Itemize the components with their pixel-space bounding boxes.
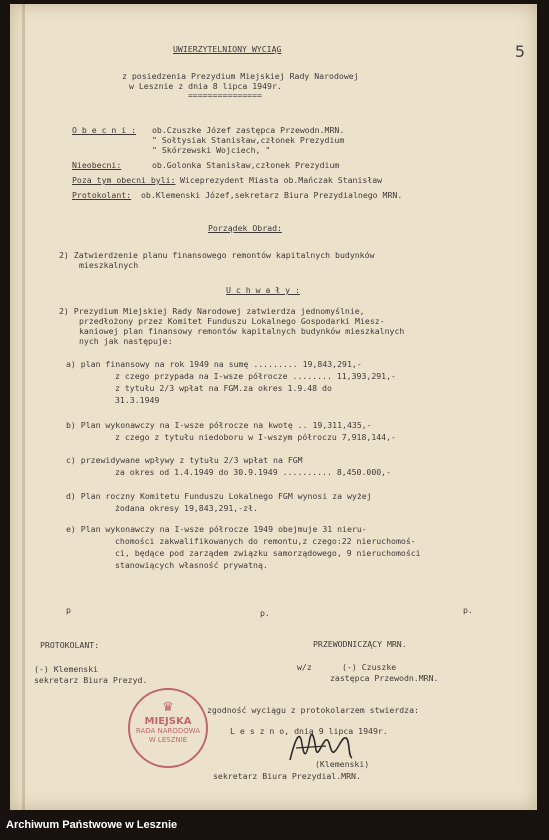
eagle-emblem-icon: ♛ <box>163 696 173 715</box>
resolution-intro-1: 2) Prezydium Miejskiej Rady Narodowej zatwierdza jednomyślnie, <box>59 306 365 316</box>
item-d-line-1: d) Plan roczny Komitetu Funduszu Lokalnego FGM wynosi za wyżej <box>66 491 372 501</box>
certification-line: zgodność wyciągu z protokolarzem stwierdza: <box>207 705 419 715</box>
stamp-line-3: W LESZNIE <box>148 736 188 744</box>
chairman-title: zastępca Przewodn.MRN. <box>330 673 439 683</box>
item-b-line-2: z czego z tytułu niedoboru w I-wszym półroczu 7,918,144,- <box>115 432 396 442</box>
chairman-wz: w/z <box>297 662 312 672</box>
present-label: O b e c n i : <box>72 125 137 135</box>
also-present-label: Poza tym obecni byli: <box>72 175 176 185</box>
present-2: " Sołtysiak Stanisław,członek Prezydium <box>152 135 345 145</box>
agenda-heading: Porządek Obrad: <box>208 223 282 233</box>
item-a-line-4: 31.3.1949 <box>115 395 160 405</box>
resolution-intro-3: kaniowej plan finansowy remontów kapitalnych budynków mieszkalnych <box>79 326 405 336</box>
official-stamp <box>128 688 208 768</box>
absent-label: Nieobecni: <box>72 160 122 170</box>
present-3: " Skórzewski Wojciech, " <box>152 145 271 155</box>
mark-p-middle: p. <box>260 608 270 618</box>
mark-p-left: p <box>66 605 71 615</box>
resolutions-heading: U c h w a ł y : <box>226 285 300 295</box>
item-e-line-4: stanowiących własność prywatną. <box>115 560 268 570</box>
item-b-line-1: b) Plan wykonawczy na I-wsze półrocze na kwotę .. 19,311,435,- <box>66 420 372 430</box>
item-a-line-1: a) plan finansowy na rok 1949 na sumę ......... 19,843,291,- <box>66 359 362 369</box>
header-line-1: z posiedzenia Prezydium Miejskiej Rady Narodowej <box>122 71 359 81</box>
archive-footer: Archiwum Państwowe w Lesznie <box>0 810 549 840</box>
secretary-label: Protokolant: <box>72 190 132 200</box>
item-e-line-1: e) Plan wykonawczy na I-wsze półrocze 1949 obejmuje 31 nieru- <box>66 524 367 534</box>
present-1: ob.Czuszke Józef zastępca Przewodn.MRN. <box>152 125 345 135</box>
secretary-title: sekretarz Biura Prezyd. <box>34 675 148 685</box>
resolution-intro-4: nych jak następuje: <box>79 336 173 346</box>
place-date: L e s z n o, dnia 9 lipca 1949r. <box>230 726 388 736</box>
item-a-line-2: z czego przypada na I-wsze półrocze ........ 11,393,291,- <box>115 371 396 381</box>
document-page <box>10 4 537 810</box>
item-a-line-3: z tytułu 2/3 wpłat na FGM.za okres 1.9.48 do <box>115 383 332 393</box>
certifier-name: (Klemenski) <box>315 759 370 769</box>
secretary: ob.Klemenski Józef,sekretarz Biura Prezydialnego MRN. <box>141 190 403 200</box>
absent-member: ob.Golonka Stanisław,członek Prezydium <box>152 160 340 170</box>
header-rule: =============== <box>188 90 262 100</box>
header-line-2: w Lesznie z dnia 8 lipca 1949r. <box>129 81 282 91</box>
page-number: 5 <box>514 42 525 61</box>
item-c-line-1: c) przewidywane wpływy z tytułu 2/3 wpłat na FGM <box>66 455 303 465</box>
item-e-line-3: ci, będące pod zarządem związku samorządowego, 9 nieruchomości <box>115 548 421 558</box>
item-d-line-2: żodana okresy 19,843,291,-zł. <box>115 503 258 513</box>
handwritten-signature <box>286 726 356 766</box>
also-present: Wiceprezydent Miasta ob.Mańczak Stanisław <box>180 175 383 185</box>
document-title: UWIERZYTELNIONY WYCIĄG <box>173 44 282 54</box>
certifier-title: sekretarz Biura Prezydial.MRN. <box>213 771 361 781</box>
resolution-intro-2: przedłożony przez Komitet Funduszu Lokalnego Gospodarki Miesz- <box>79 316 385 326</box>
item-c-line-2: za okres od 1.4.1949 do 30.9.1949 .......... 8,450.000,- <box>115 467 392 477</box>
secretary-role: PROTOKOLANT: <box>40 640 100 650</box>
binding-fold <box>22 4 25 810</box>
chairman-name: (-) Czuszke <box>342 662 397 672</box>
stamp-line-1: MIEJSKA <box>144 716 192 727</box>
chairman-role: PRZEWODNICZĄCY MRN. <box>313 639 407 649</box>
item-e-line-2: chomości zakwalifikowanych do remontu,z czego:22 nieruchomoś- <box>115 536 416 546</box>
agenda-item-line-2: mieszkalnych <box>79 260 139 270</box>
secretary-name: (-) Klemenski <box>34 664 99 674</box>
stamp-line-2: RADA NARODOWA <box>135 727 201 735</box>
mark-p-right: p. <box>463 605 473 615</box>
agenda-item-line-1: 2) Zatwierdzenie planu finansowego remontów kapitalnych budynków <box>59 250 375 260</box>
